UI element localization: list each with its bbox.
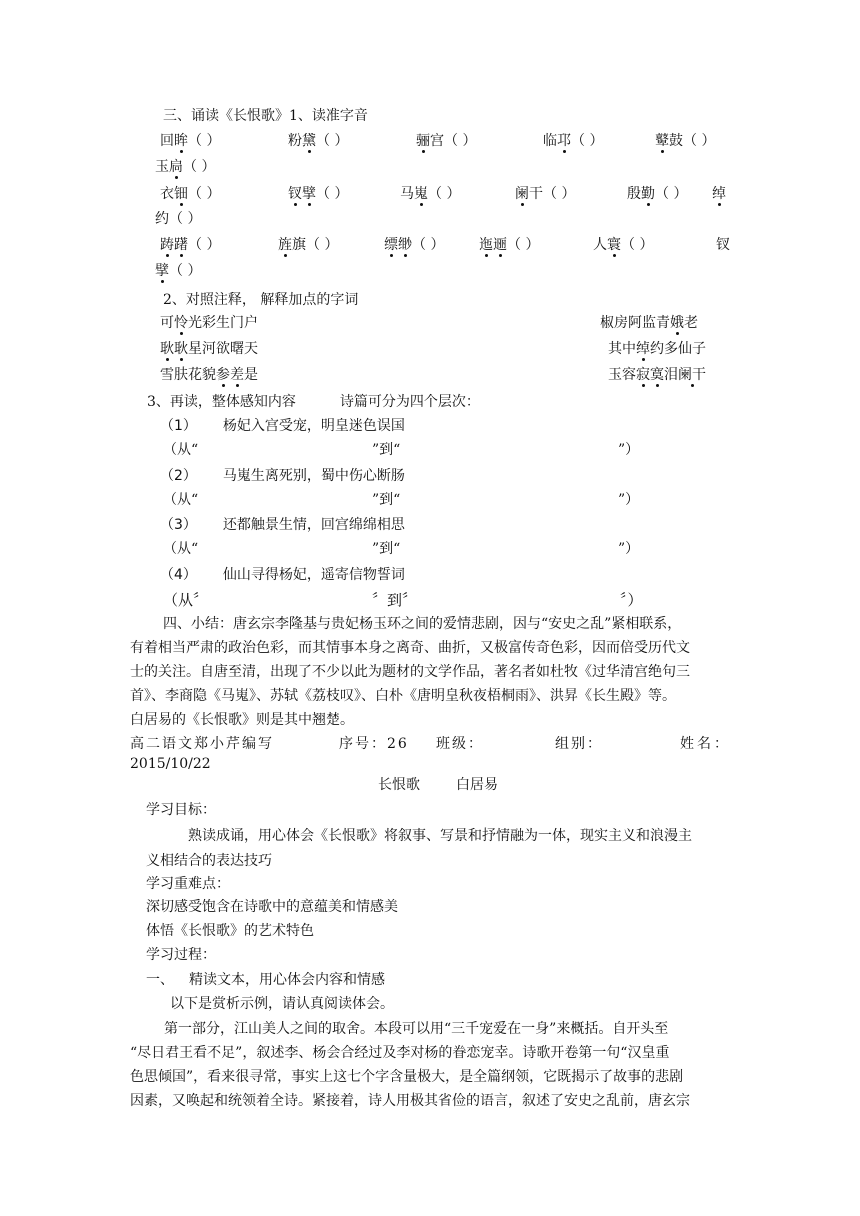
pron-item: 绰 bbox=[712, 186, 726, 202]
worksheet-date: 2015/10/22 bbox=[130, 756, 211, 772]
pron-item: 骊宫（ ） bbox=[416, 133, 477, 149]
goals-label: 学习目标： bbox=[146, 802, 216, 818]
part3-heading: 3、再读，整体感知内容 诗篇可分为四个层次： bbox=[147, 394, 480, 410]
gloss-item: 耿耿星河欲曙天 bbox=[160, 341, 258, 357]
key-point-2: 体悟《长恨歌》的艺术特色 bbox=[146, 923, 314, 939]
analysis-line-1: 第一部分，江山美人之间的取舍。本段可以用“三千宠爱在一身”来概括。自开头至 bbox=[164, 1021, 669, 1037]
gloss-item: 其中绰约多仙子 bbox=[608, 341, 706, 357]
pron-item: 阑干（ ） bbox=[515, 186, 576, 202]
analysis-line-3: 色思倾国”，看来很寻常，事实上这七个字含量极大，是全篇纲领，它既揭示了故事的悲剧 bbox=[130, 1069, 684, 1085]
analysis-line-2: “尽日君王看不足”，叙述李、杨会合经过及李对杨的眷恋宠幸。诗歌开卷第一句“汉皇重 bbox=[130, 1045, 670, 1061]
pron-item: 约（ ） bbox=[155, 211, 202, 227]
layer-3-title: （3） 还都触景生情，回宫绵绵相思 bbox=[160, 517, 405, 533]
pron-item: 迤逦（ ） bbox=[479, 237, 540, 253]
poem-title: 长恨歌 白居易 bbox=[378, 777, 498, 793]
pron-item: 殷勤（ ） bbox=[627, 186, 688, 202]
key-points-label: 学习重难点： bbox=[146, 876, 230, 892]
goals-line-1: 熟读成诵，用心体会《长恨歌》将叙事、写景和抒情融为一体，现实主义和浪漫主 bbox=[188, 828, 692, 844]
gloss-item: 雪肤花貌参差是 bbox=[160, 367, 258, 383]
pron-item: 钗擘（ ） bbox=[288, 186, 349, 202]
pron-item: 回眸（ ） bbox=[160, 133, 221, 149]
pron-item: 临邛（ ） bbox=[543, 133, 604, 149]
gloss-item: 可怜光彩生门户 bbox=[160, 315, 258, 331]
summary-line-4: 首》、李商隐《马嵬》、苏轼《荔枝叹》、白朴《唐明皇秋夜梧桐雨》、洪昇《长生殿》等。 bbox=[130, 688, 676, 704]
summary-line-2: 有着相当严肃的政治色彩，而其情事本身之离奇、曲折，又极富传奇色彩，因而倍受历代文 bbox=[130, 640, 690, 656]
analysis-line-4: 因素，又唤起和统领着全诗。紧接着，诗人用极其省俭的语言，叙述了安史之乱前，唐玄宗 bbox=[130, 1093, 690, 1109]
gloss-item: 玉容寂寞泪阑干 bbox=[608, 367, 706, 383]
section3-heading: 三、诵读《长恨歌》1、读准字音 bbox=[163, 108, 368, 124]
pron-item: 粉黛（ ） bbox=[288, 133, 349, 149]
layer-1-title: （1） 杨妃入宫受宠，明皇迷色误国 bbox=[160, 418, 405, 434]
layer-2-title: （2） 马嵬生离死别，蜀中伤心断肠 bbox=[160, 468, 405, 484]
pron-item: 踌躇（ ） bbox=[160, 237, 221, 253]
goals-line-2: 义相结合的表达技巧 bbox=[146, 853, 272, 869]
pron-item: 人寰（ ） bbox=[593, 237, 654, 253]
summary-line-3: 士的关注。自唐至清，出现了不少以此为题材的文学作品，著名者如杜牧《过华清宫绝句三 bbox=[130, 664, 690, 680]
pron-item: 旌旗（ ） bbox=[278, 237, 339, 253]
process-note: 以下是赏析示例，请认真阅读体会。 bbox=[170, 996, 394, 1012]
pron-item: 鼙鼓（ ） bbox=[655, 133, 716, 149]
document-page: 三、诵读《长恨歌》1、读准字音 回眸（ ） 粉黛（ ） 骊宫（ ） 临邛（ ） 鼙鼓（ ） 玉扃（ ） 衣钿（ ） 钗擘（ ） 马嵬（ ） 阑干（ ） 殷勤（ ） 绰 约（ ） 踌躇（ ） 旌旗（ ） 缥缈（ ） 迤逦（ ） 人寰（ ） 钗 擘（ ） 2、对照注释， 解释加点的字词 可怜光彩生门户 椒房阿监青娥老 耿耿星河欲曙天 其中绰约多仙子 雪肤花貌参差是 玉容寂寞泪阑干 3、再读，整体感知内容 诗篇可分为四个层次： （1） 杨妃入宫受宠，明皇迷色误国 （从“ ”到“ ”） （2） 马嵬生离死别，蜀中伤心断肠 （从“ ”到“ ”） （3） 还都触景生情，回宫绵绵相思 （从“ ”到“ ”） （4） 仙山寻得杨妃，遥寄信物誓词 （从〞 〞到〞 〞） 四、小结：唐玄宗李隆基与贵妃杨玉环之间的爱情悲剧，因与“安史之乱”紧相联系， 有着相当严肃的政治色彩，而其情事本身之离奇、曲折，又极富传奇色彩，因而倍受历代文 士的关注。自唐至清，出现了不少以此为题材的文学作品，著名者如杜牧《过华清宫绝句三 首》、李商隐《马嵬》、苏轼《荔枝叹》、白朴《唐明皇秋夜梧桐雨》、洪昇《长生殿》等。 白居易的《长恨歌》则是其中翘楚。 高二语文郑小芹编写 序号：26 班级： 组别： 姓名： 2015/10/22 长恨歌 白居易 学习目标： 熟读成诵，用心体会《长恨歌》将叙事、写景和抒情融为一体，现实主义和浪漫主 义相结合的表达技巧 学习重难点： 深切感受饱含在诗歌中的意蕴美和情感美 体悟《长恨歌》的艺术特色 学习过程： 一、 精读文本，用心体会内容和情感 以下是赏析示例，请认真阅读体会。 第一部分，江山美人之间的取舍。本段可以用“三千宠爱在一身”来概括。自开头至 “尽日君王看不足”，叙述李、杨会合经过及李对杨的眷恋宠幸。诗歌开卷第一句“汉皇重 色思倾国”，看来很寻常，事实上这七个字含量极大，是全篇纲领，它既揭示了故事的悲剧 因素，又唤起和统领着全诗。紧接着，诗人用极其省俭的语言，叙述了安史之乱前，唐玄宗 bbox=[130, 108, 731, 1109]
pron-item: 钗 bbox=[716, 237, 730, 253]
pron-item: 衣钿（ ） bbox=[160, 186, 221, 202]
pron-item: 缥缈（ ） bbox=[384, 237, 445, 253]
pron-item: 擘（ ） bbox=[155, 263, 202, 279]
gloss-item: 椒房阿监青娥老 bbox=[600, 315, 698, 331]
pron-item: 马嵬（ ） bbox=[400, 186, 461, 202]
layer-4-title: （4） 仙山寻得杨妃，遥寄信物誓词 bbox=[160, 567, 405, 583]
part2-heading: 2、对照注释， 解释加点的字词 bbox=[163, 292, 359, 308]
summary-line-5: 白居易的《长恨歌》则是其中翘楚。 bbox=[130, 712, 354, 728]
key-point-1: 深切感受饱含在诗歌中的意蕴美和情感美 bbox=[146, 899, 398, 915]
process-label: 学习过程： bbox=[146, 947, 216, 963]
pron-item: 玉扃（ ） bbox=[155, 159, 216, 175]
summary-line-1: 四、小结：唐玄宗李隆基与贵妃杨玉环之间的爱情悲剧，因与“安史之乱”紧相联系， bbox=[163, 616, 682, 632]
